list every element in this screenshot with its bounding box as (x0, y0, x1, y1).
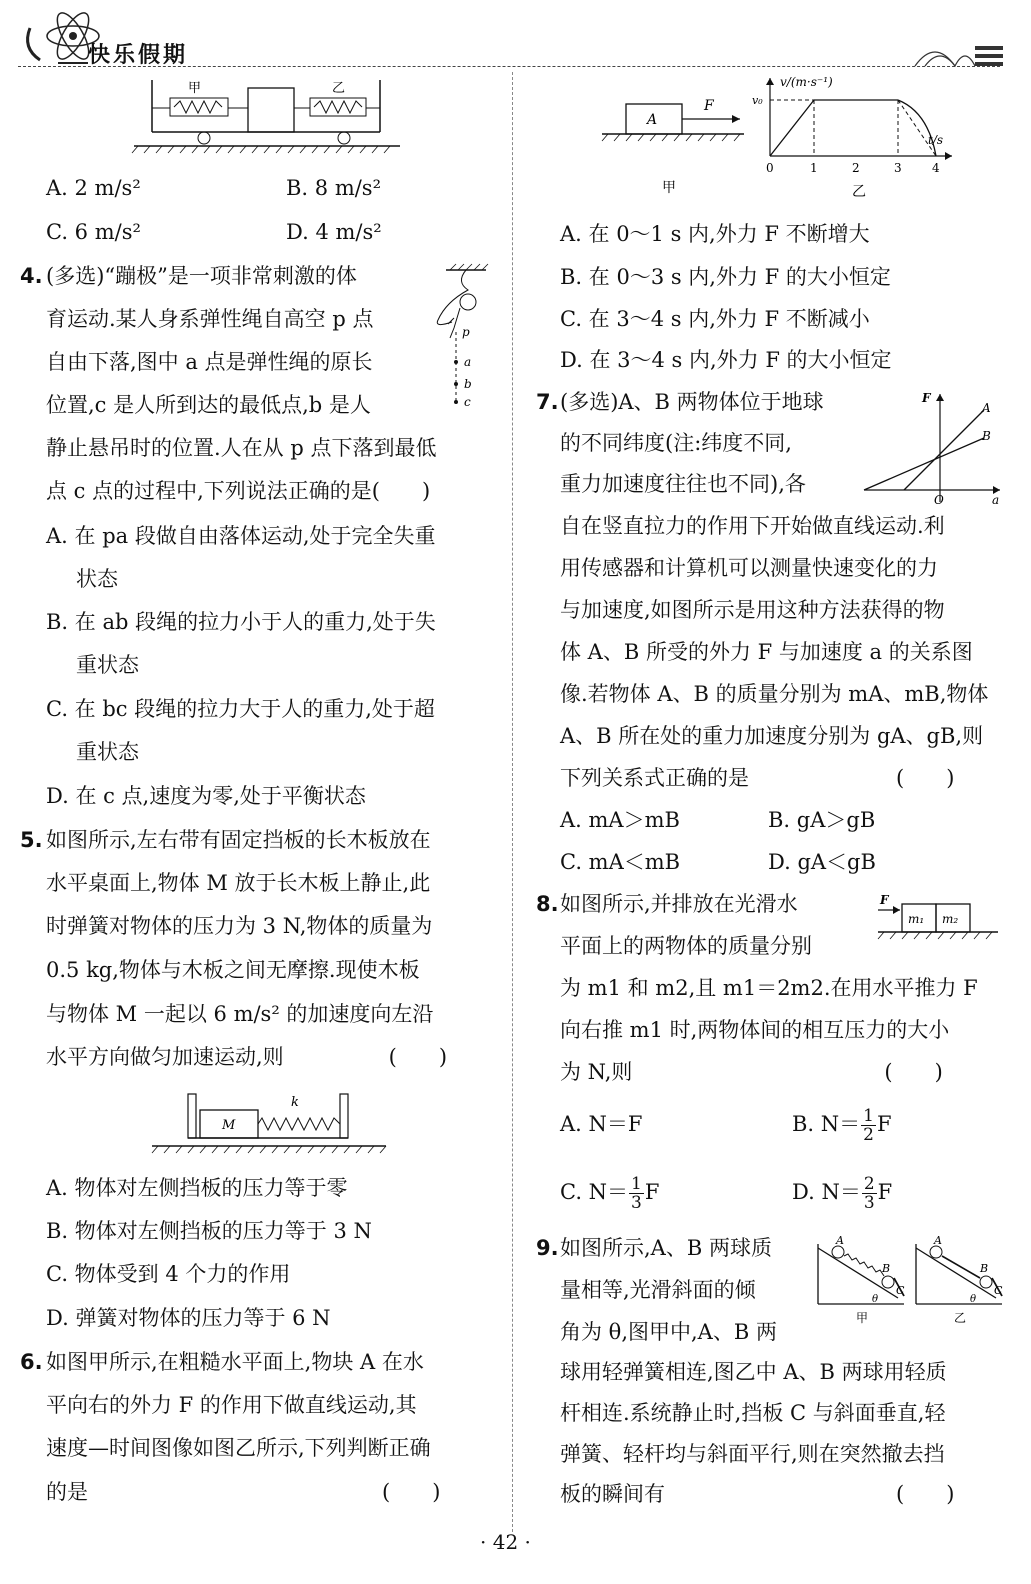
q7-line: (多选)A、B 两物体位于地球 (560, 390, 824, 414)
q8-line: 向右推 m1 时,两物体间的相互压力的大小 (560, 1018, 950, 1042)
denominator: 3 (863, 1193, 875, 1213)
label-B: B (982, 429, 991, 443)
q4-number: 4. (20, 264, 43, 288)
q7-line: 用传感器和计算机可以测量快速变化的力 (560, 556, 938, 580)
q4-line: 自由下落,图中 a 点是弹性绳的原长 (46, 350, 373, 374)
q6-line: 如图甲所示,在粗糙水平面上,物块 A 在水 (46, 1350, 424, 1374)
label-theta: θ (872, 1294, 879, 1305)
q6-option-a: A. 在 0～1 s 内,外力 F 不断增大 (560, 222, 870, 246)
q4-option-c-cont: 重状态 (76, 740, 139, 764)
label-C: C (994, 1284, 1003, 1297)
q8-option-c-prefix: C. N＝ (560, 1180, 629, 1204)
flower-decoration-icon (905, 38, 1005, 68)
q9-line: 角为 θ,图甲中,A、B 两 (560, 1320, 777, 1344)
q6-block-figure (598, 92, 748, 202)
q9-line: 板的瞬间有 ( ) (560, 1482, 955, 1506)
q4-option-b-cont: 重状态 (76, 653, 139, 677)
column-divider (512, 72, 513, 1532)
q8-option-d (792, 1170, 892, 1214)
label-theta: θ (970, 1294, 977, 1305)
fraction (861, 1107, 876, 1144)
q9-line: 杆相连.系统静止时,挡板 C 与斜面垂直,轻 (560, 1401, 946, 1425)
q7-option-b: B. gA＞gB (768, 808, 876, 832)
graph-tick: 2 (852, 161, 860, 175)
label-B: B (980, 1262, 989, 1275)
caption-yi: 乙 (852, 184, 866, 200)
q7-line: 重力加速度往往也不同),各 (560, 472, 806, 496)
q7-line: 体 A、B 所受的外力 F 与加速度 a 的关系图 (560, 640, 973, 664)
block-spring-board-figure (150, 1088, 390, 1158)
q6-line: 平向右的外力 F 的作用下做直线运动,其 (46, 1393, 417, 1417)
label-F: F (704, 98, 714, 114)
q9-line: 弹簧、轻杆均与斜面平行,则在突然撤去挡 (560, 1442, 945, 1466)
q8-option-d-suffix: F (877, 1180, 893, 1204)
q8-option-c-suffix: F (644, 1180, 660, 1204)
label-a: a (992, 493, 1000, 506)
q5-option-a: A. 物体对左侧挡板的压力等于零 (46, 1176, 348, 1200)
label-k: k (291, 1095, 299, 1110)
q6-option-b: B. 在 0～3 s 内,外力 F 的大小恒定 (560, 265, 891, 289)
q8-option-c (560, 1170, 659, 1214)
denominator: 2 (863, 1125, 874, 1145)
q5-option-c: C. 物体受到 4 个力的作用 (46, 1262, 291, 1286)
q4-line: 静止悬吊时的位置.人在从 p 点下落到最低 (46, 436, 437, 460)
q8-option-d-prefix: D. N＝ (792, 1180, 861, 1204)
q5-line: 时弹簧对物体的压力为 3 N,物体的质量为 (46, 914, 433, 938)
q4-option-a-cont: 状态 (76, 567, 118, 591)
graph-tick: 1 (810, 161, 818, 175)
fraction (862, 1175, 877, 1212)
q8-line: 为 N,则 ( ) (560, 1060, 943, 1084)
label-c: c (464, 395, 471, 409)
graph-v0-label: v₀ (752, 94, 763, 107)
q8-option-b-suffix: F (877, 1112, 892, 1136)
fraction (629, 1175, 644, 1212)
label-m2: m₂ (942, 912, 959, 926)
label-B: B (882, 1262, 891, 1275)
F-a-graph (860, 388, 1010, 506)
q4-option-a: A. 在 pa 段做自由落体运动,处于完全失重 (46, 524, 436, 548)
label-M: M (222, 1118, 236, 1133)
q7-line: 自在竖直拉力的作用下开始做直线运动.利 (560, 514, 945, 538)
label-F: F (880, 893, 889, 907)
bungee-figure (426, 262, 496, 412)
page-number: · 42 · (480, 1530, 531, 1554)
caption-yi: 乙 (954, 1311, 967, 1325)
graph-tick: 0 (766, 161, 774, 175)
incline-spring-figure (812, 1234, 1008, 1330)
graph-tick: 4 (932, 161, 940, 175)
q8-line: 为 m1 和 m2,且 m1＝2m2.在用水平推力 F (560, 976, 978, 1000)
graph-tick: 3 (894, 161, 902, 175)
graph-xlabel: t/s (928, 133, 944, 147)
header-divider (18, 66, 1000, 67)
label-O: O (934, 493, 944, 506)
q5-number: 5. (20, 828, 43, 852)
q7-option-a: A. mA＞mB (560, 808, 680, 832)
q7-line: 下列关系式正确的是 ( ) (560, 766, 955, 790)
q6-line: 速度—时间图像如图乙所示,下列判断正确 (46, 1436, 431, 1460)
q6-option-c: C. 在 3～4 s 内,外力 F 不断减小 (560, 307, 870, 331)
q5-line: 与物体 M 一起以 6 m/s² 的加速度向左沿 (46, 1002, 434, 1026)
label-A: A (836, 1234, 844, 1247)
q9-number: 9. (536, 1236, 559, 1260)
label-p: p (462, 325, 470, 339)
q7-line: 与加速度,如图所示是用这种方法获得的物 (560, 598, 945, 622)
numerator: 2 (863, 1174, 875, 1194)
q7-option-d: D. gA＜gB (768, 850, 876, 874)
q8-line: 如图所示,并排放在光滑水 (560, 892, 798, 916)
vt-graph (752, 72, 972, 202)
q4-option-c: C. 在 bc 段绳的拉力大于人的重力,处于超 (46, 697, 435, 721)
numerator: 1 (631, 1174, 642, 1194)
denominator: 3 (631, 1193, 642, 1213)
q7-line: 的不同纬度(注:纬度不同, (560, 431, 792, 455)
q6-number: 6. (20, 1350, 43, 1374)
q4-line: 点 c 点的过程中,下列说法正确的是( ) (46, 479, 431, 503)
caption-jia: 甲 (662, 180, 676, 196)
numerator: 1 (863, 1106, 874, 1126)
q5-line: 0.5 kg,物体与木板之间无摩擦.现使木板 (46, 958, 420, 982)
q3-option-c: C. 6 m/s² (46, 220, 141, 244)
q4-line: 育运动.某人身系弹性绳自高空 p 点 (46, 307, 374, 331)
q4-line: (多选)“蹦极”是一项非常刺激的体 (46, 264, 357, 288)
label-jia: 甲 (188, 81, 202, 96)
q8-option-a: A. N＝F (560, 1112, 643, 1136)
q9-line: 量相等,光滑斜面的倾 (560, 1278, 756, 1302)
label-C: C (896, 1284, 905, 1297)
label-b: b (464, 377, 472, 391)
q7-number: 7. (536, 390, 559, 414)
q4-option-b: B. 在 ab 段绳的拉力小于人的重力,处于失 (46, 610, 436, 634)
q5-line: 水平桌面上,物体 M 放于长木板上静止,此 (46, 871, 431, 895)
q5-option-d: D. 弹簧对物体的压力等于 6 N (46, 1306, 331, 1330)
q8-number: 8. (536, 892, 559, 916)
q5-line: 水平方向做匀加速运动,则 ( ) (46, 1045, 448, 1069)
label-A: A (934, 1234, 942, 1247)
graph-ylabel: v/(m·s⁻¹) (780, 75, 833, 89)
label-A: A (982, 401, 991, 415)
q3-option-d: D. 4 m/s² (286, 220, 382, 244)
q9-line: 如图所示,A、B 两球质 (560, 1236, 772, 1260)
q9-line: 球用轻弹簧相连,图乙中 A、B 两球用轻质 (560, 1360, 947, 1384)
q3-option-b: B. 8 m/s² (286, 176, 382, 200)
q7-line: 像.若物体 A、B 的质量分别为 mA、mB,物体 (560, 682, 989, 706)
label-F: F (922, 391, 931, 405)
label-A: A (647, 112, 658, 128)
q8-option-b-prefix: B. N＝ (792, 1112, 861, 1136)
spring-cart-figure (130, 76, 400, 156)
label-m1: m₁ (908, 912, 925, 926)
q4-option-d: D. 在 c 点,速度为零,处于平衡状态 (46, 784, 366, 808)
caption-jia: 甲 (856, 1311, 869, 1325)
q5-option-b: B. 物体对左侧挡板的压力等于 3 N (46, 1219, 372, 1243)
q5-line: 如图所示,左右带有固定挡板的长木板放在 (46, 828, 431, 852)
q7-line: A、B 所在处的重力加速度分别为 gA、gB,则 (560, 724, 984, 748)
q3-option-a: A. 2 m/s² (46, 176, 141, 200)
q7-option-c: C. mA＜mB (560, 850, 681, 874)
label-yi: 乙 (332, 81, 346, 96)
q4-line: 位置,c 是人所到达的最低点,b 是人 (46, 393, 371, 417)
q6-option-d: D. 在 3～4 s 内,外力 F 的大小恒定 (560, 348, 892, 372)
two-blocks-figure (874, 892, 1004, 948)
q8-option-b (792, 1102, 892, 1146)
q8-line: 平面上的两物体的质量分别 (560, 934, 812, 958)
label-a: a (464, 355, 472, 369)
header-title: 快乐假期 (88, 43, 189, 68)
q6-line: 的是 ( ) (46, 1480, 441, 1504)
